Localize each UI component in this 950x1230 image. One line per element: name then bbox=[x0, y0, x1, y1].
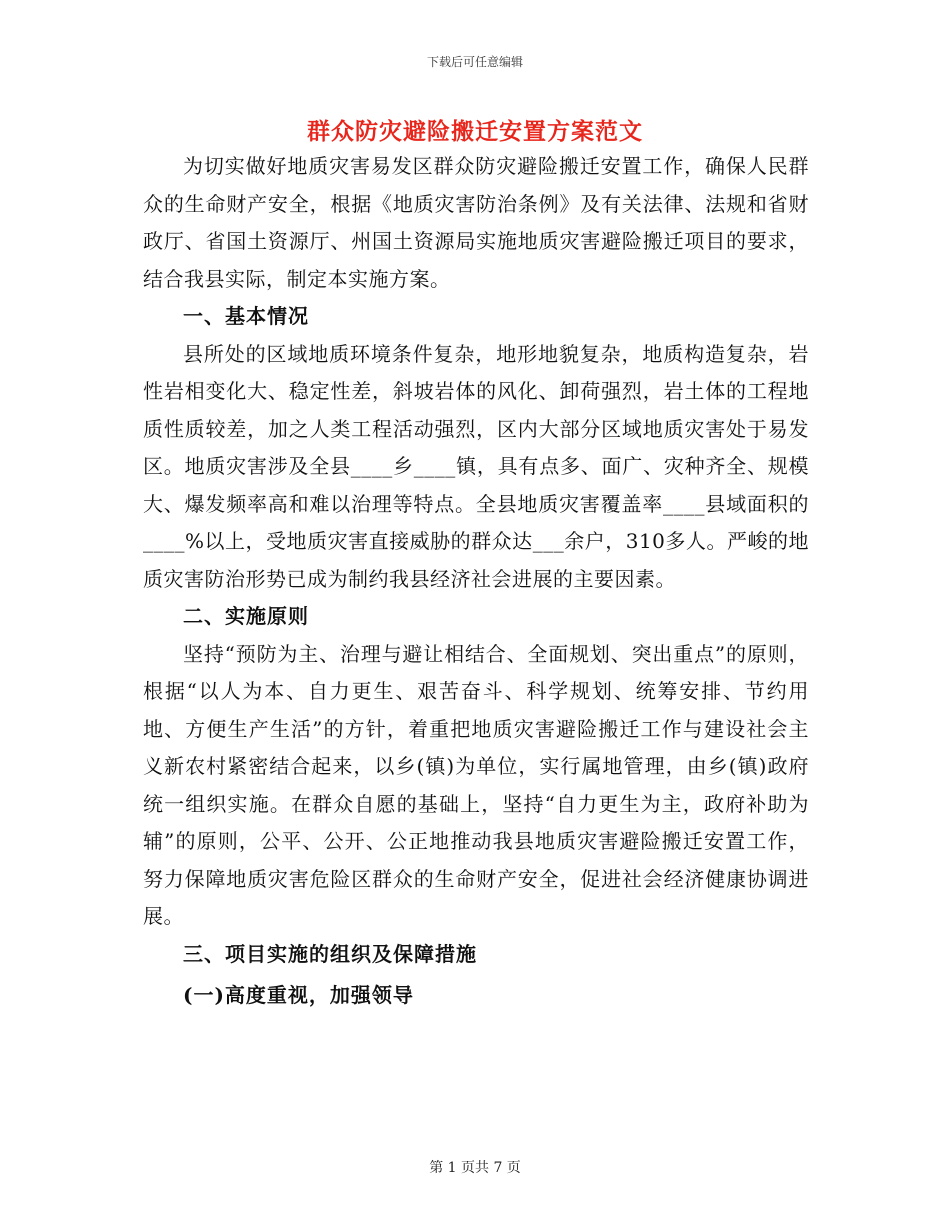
section-heading-basic-situation: 一、基本情况 bbox=[183, 304, 309, 328]
subsection-heading-leadership: (一)高度重视，加强领导 bbox=[183, 983, 414, 1007]
document-title: 群众防灾避险搬迁安置方案范文 bbox=[307, 118, 643, 145]
page-footer: 第 1 页共 7 页 bbox=[429, 1160, 521, 1176]
section-heading-principles: 二、实施原则 bbox=[183, 604, 309, 628]
section-heading-organization: 三、项目实施的组织及保障措施 bbox=[183, 941, 477, 966]
header-note: 下载后可任意编辑 bbox=[426, 55, 523, 69]
section2-paragraph: 坚持“预防为主、治理与避让相结合、全面规划、突出重点”的原则，根据“以人为本、自力更生、艰苦奋斗、科学规划、统筹安排、节约用地、方便生产生活”的方针，着重把地质灾害避险搬迁工作与建设社会主义新农村紧密结合起来，以乡(镇)为单位，实行属地管理，由乡(镇)政府统一组织实施。在群众自愿的基础上，坚持“自力更生为主，政府补助为辅”的原则，公平、公开、公正地推动我县地质灾害避险搬迁安置工作，努力保障地质灾害危险区群众的生命财产安全，促进社会经济健康协调进展。 bbox=[143, 641, 809, 928]
intro-paragraph: 为切实做好地质灾害易发区群众防灾避险搬迁安置工作，确保人民群众的生命财产安全，根据《地质灾害防治条例》及有关法律、法规和省财政厅、省国土资源厅、州国土资源局实施地质灾害避险搬迁项目的要求，结合我县实际，制定本实施方案。 bbox=[143, 154, 809, 291]
document-body bbox=[143, 148, 809, 1015]
section1-paragraph: 县所处的区域地质环境条件复杂，地形地貌复杂，地质构造复杂，岩性岩相变化大、稳定性差，斜坡岩体的风化、卸荷强烈，岩土体的工程地质性质较差，加之人类工程活动强烈，区内大部分区域地质灾害处于易发区。地质灾害涉及全县____乡____镇，具有点多、面广、灾种齐全、规模大、爆发频率高和难以治理等特点。全县地质灾害覆盖率____县域面积的____%以上，受地质灾害直接威胁的群众达___余户，310多人。严峻的地质灾害防治形势已成为制约我县经济社会进展的主要因素。 bbox=[143, 341, 809, 591]
